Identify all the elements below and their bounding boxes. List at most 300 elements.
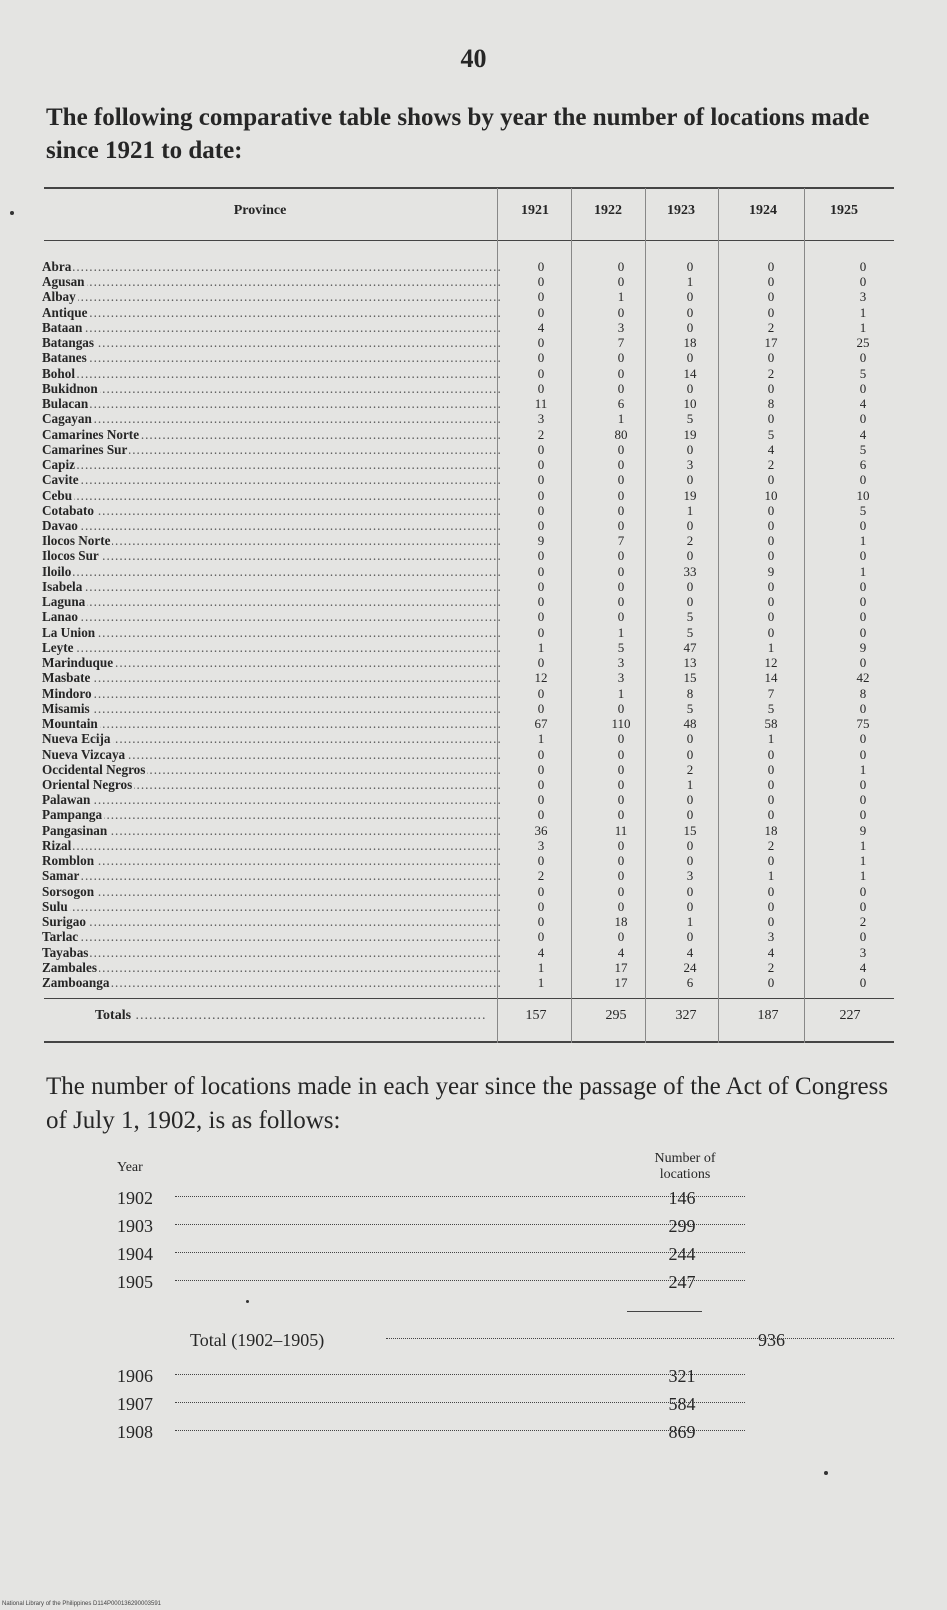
total-1924: 187 (757, 1008, 779, 1023)
table-cell: 0 (537, 487, 545, 503)
table-cell: 0 (686, 883, 694, 899)
table-cell: 1 (859, 304, 867, 320)
table-cell: 12 (764, 655, 778, 671)
intro-paragraph: The following comparative table shows by year the number of locations made since 1921 to date: (46, 104, 870, 164)
total-1923: 327 (675, 1008, 697, 1023)
province-name: Bohol (42, 365, 75, 381)
table-cell: 3 (767, 929, 775, 945)
header-1925: 1925 (830, 203, 858, 218)
province-row (42, 914, 500, 929)
table-cell: 2 (686, 533, 694, 549)
table-cell: 3 (537, 411, 545, 427)
table-cell: 5 (767, 426, 775, 442)
table-cell: 8 (767, 396, 775, 412)
table-cell: 0 (537, 655, 545, 671)
table-cell: 0 (537, 792, 545, 808)
table-cell: 10 (856, 487, 870, 503)
province-name: Cotabato (42, 502, 95, 518)
column-1924 (743, 259, 799, 990)
table-cell: 2 (537, 868, 545, 884)
table-cell: 0 (686, 837, 694, 853)
table-cell: 0 (537, 457, 545, 473)
province-name: Sulu (42, 898, 68, 914)
speck-mark (10, 211, 14, 215)
province-row (42, 548, 500, 563)
table-cell: 0 (859, 807, 867, 823)
year-label: 1902 (117, 1188, 153, 1208)
table-cell: 0 (537, 502, 545, 518)
table-cell: 0 (537, 700, 545, 716)
year-row (117, 1216, 717, 1244)
table-cell: 0 (617, 776, 625, 792)
table-cell: 3 (617, 319, 625, 335)
table-cell: 0 (537, 289, 545, 305)
province-row (42, 945, 500, 960)
column-1921 (513, 259, 569, 990)
province-row (42, 609, 500, 624)
table-cell: 10 (764, 487, 778, 503)
table-cell: 0 (767, 898, 775, 914)
table-cell: 0 (537, 548, 545, 564)
table-cell: 0 (537, 898, 545, 914)
table-cell: 8 (686, 685, 694, 701)
province-name: Samar (42, 868, 80, 884)
table-cell: 0 (767, 746, 775, 762)
province-row (42, 457, 500, 472)
table-cell: 0 (537, 259, 545, 274)
province-row (42, 350, 500, 365)
table-cell: 1 (859, 837, 867, 853)
table-cell: 25 (856, 335, 870, 351)
table-cell: 1 (617, 289, 625, 305)
year-label: 1903 (117, 1216, 153, 1236)
table-cell: 0 (537, 441, 545, 457)
table-cell: 1 (537, 959, 545, 975)
table-cell: 3 (537, 837, 545, 853)
table-cell: 0 (767, 853, 775, 869)
table-cell: 0 (537, 776, 545, 792)
table-cell: 0 (859, 380, 867, 396)
total-label: Total (1902–1905) (190, 1330, 325, 1350)
column-divider (804, 188, 805, 1043)
province-row (42, 807, 500, 822)
table-cell: 0 (859, 411, 867, 427)
province-name: Isabela (42, 578, 83, 594)
table-cell: 0 (537, 761, 545, 777)
province-name: Sorsogon (42, 883, 95, 899)
table-cell: 0 (859, 655, 867, 671)
province-name: Albay (42, 289, 76, 305)
table-cell: 0 (859, 594, 867, 610)
table-cell: 0 (617, 609, 625, 625)
location-count: 146 (668, 1188, 696, 1208)
speck-mark (246, 1300, 249, 1303)
province-name: Zambales (42, 959, 97, 975)
table-cell: 1 (859, 533, 867, 549)
table-cell: 2 (686, 761, 694, 777)
table-cell: 75 (856, 716, 870, 732)
table-cell: 0 (617, 487, 625, 503)
table-cell: 3 (859, 289, 867, 305)
table-cell: 80 (614, 426, 628, 442)
table-cell: 0 (686, 898, 694, 914)
table-cell: 0 (617, 517, 625, 533)
table-cell: 7 (617, 335, 625, 351)
table-cell: 1 (537, 975, 545, 991)
table-cell: 0 (617, 746, 625, 762)
province-name: Cebu (42, 487, 73, 503)
province-row (42, 381, 500, 396)
year-row (117, 1188, 717, 1216)
location-count: 299 (668, 1216, 696, 1236)
province-row (42, 747, 500, 762)
table-cell: 0 (617, 853, 625, 869)
table-cell: 0 (767, 624, 775, 640)
table-cell: 0 (537, 624, 545, 640)
header-bottom-rule (44, 240, 894, 241)
province-row (42, 488, 500, 503)
table-cell: 17 (614, 975, 628, 991)
table-cell: 0 (537, 929, 545, 945)
table-cell: 0 (859, 517, 867, 533)
table-cell: 0 (617, 868, 625, 884)
table-cell: 0 (767, 350, 775, 366)
table-cell: 0 (859, 746, 867, 762)
province-name: Leyte (42, 639, 74, 655)
table-cell: 4 (686, 944, 694, 960)
table-cell: 11 (614, 822, 628, 838)
province-name: Rizal (42, 837, 72, 853)
header-1923: 1923 (667, 203, 695, 218)
province-name: Ilocos Sur (42, 548, 99, 564)
table-cell: 15 (683, 670, 697, 686)
table-cell: 5 (859, 365, 867, 381)
second-paragraph: The number of locations made in each year since the passage of the Act of Congress of July 1, 1902, is as follows: (46, 1073, 889, 1134)
year-label: 1905 (117, 1272, 153, 1292)
table-bottom-rule (44, 1041, 894, 1043)
table-cell: 0 (767, 578, 775, 594)
table-cell: 0 (686, 380, 694, 396)
province-row (42, 884, 500, 899)
year-label: 1904 (117, 1244, 153, 1264)
province-name: Mountain (42, 716, 98, 732)
year-label: 1906 (117, 1366, 153, 1386)
table-cell: 5 (767, 700, 775, 716)
table-cell: 47 (683, 639, 697, 655)
province-name: Lanao (42, 609, 78, 625)
location-count: 244 (668, 1244, 696, 1264)
table-cell: 9 (859, 639, 867, 655)
table-cell: 14 (683, 365, 697, 381)
province-name: Mindoro (42, 685, 92, 701)
province-name: Romblon (42, 853, 95, 869)
province-row (42, 442, 500, 457)
province-row (42, 929, 500, 944)
total-dots (386, 1338, 894, 1339)
province-row (42, 411, 500, 426)
province-name: Pangasinan (42, 822, 108, 838)
total-value: 936 (758, 1330, 785, 1350)
year-label: 1907 (117, 1394, 153, 1414)
table-cell: 0 (686, 731, 694, 747)
province-row (42, 899, 500, 914)
province-row (42, 274, 500, 289)
table-cell: 13 (683, 655, 697, 671)
province-row (42, 701, 500, 716)
province-row (42, 259, 500, 274)
province-name: Bulacan (42, 396, 89, 412)
province-row (42, 396, 500, 411)
table-cell: 0 (686, 746, 694, 762)
table-cell: 2 (767, 365, 775, 381)
table-cell: 0 (537, 914, 545, 930)
table-cell: 1 (537, 639, 545, 655)
table-cell: 0 (859, 975, 867, 991)
province-name: Nueva Vizcaya (42, 746, 126, 762)
table-cell: 0 (767, 807, 775, 823)
year-row (117, 1272, 717, 1300)
table-cell: 0 (859, 350, 867, 366)
year-row (117, 1366, 717, 1394)
table-cell: 0 (537, 517, 545, 533)
table-cell: 4 (859, 426, 867, 442)
province-name: Cagayan (42, 411, 92, 427)
table-cell: 0 (767, 761, 775, 777)
table-cell: 1 (859, 853, 867, 869)
province-row (42, 655, 500, 670)
table-cell: 0 (617, 502, 625, 518)
table-cell: 24 (683, 959, 697, 975)
province-row (42, 320, 500, 335)
table-cell: 1 (537, 731, 545, 747)
province-row (42, 518, 500, 533)
table-cell: 5 (617, 639, 625, 655)
table-cell: 6 (686, 975, 694, 991)
footer-credit: National Library of the Philippines D114P000136290003591 (2, 1601, 162, 1607)
table-cell: 4 (537, 944, 545, 960)
table-cell: 0 (686, 289, 694, 305)
page-number: 40 (460, 44, 487, 73)
table-cell: 1 (859, 563, 867, 579)
year-row (117, 1244, 717, 1272)
table-cell: 0 (617, 929, 625, 945)
table-cell: 33 (683, 563, 697, 579)
province-row (42, 853, 500, 868)
table-cell: 0 (859, 898, 867, 914)
total-1921: 157 (525, 1008, 547, 1023)
table-cell: 0 (537, 883, 545, 899)
table-cell: 1 (617, 685, 625, 701)
province-name: Abra (42, 259, 72, 274)
province-name: Misamis (42, 700, 90, 716)
header-1924: 1924 (749, 203, 777, 218)
location-count: 869 (668, 1422, 696, 1442)
table-cell: 6 (859, 457, 867, 473)
table-cell: 0 (537, 685, 545, 701)
table-cell: 11 (534, 396, 548, 412)
table-cell: 0 (859, 472, 867, 488)
location-count: 321 (668, 1366, 696, 1386)
table-cell: 0 (686, 350, 694, 366)
table-cell: 0 (686, 929, 694, 945)
table-cell: 58 (764, 716, 778, 732)
table-cell: 0 (617, 700, 625, 716)
table-cell: 0 (859, 700, 867, 716)
table-cell: 5 (686, 624, 694, 640)
table-cell: 0 (537, 472, 545, 488)
column-1925 (835, 259, 891, 990)
table-cell: 0 (537, 304, 545, 320)
total-row (190, 1330, 820, 1358)
table-cell: 1 (617, 411, 625, 427)
table-cell: 3 (686, 457, 694, 473)
table-cell: 67 (534, 716, 548, 732)
table-cell: 7 (767, 685, 775, 701)
table-cell: 5 (859, 502, 867, 518)
table-cell: 9 (767, 563, 775, 579)
table-cell: 12 (534, 670, 548, 686)
province-row (42, 625, 500, 640)
table-cell: 36 (534, 822, 548, 838)
table-cell: 2 (767, 959, 775, 975)
table-cell: 19 (683, 426, 697, 442)
province-name: Surigao (42, 914, 86, 930)
table-cell: 0 (767, 594, 775, 610)
province-row (42, 366, 500, 381)
table-cell: 0 (617, 563, 625, 579)
table-cell: 0 (859, 259, 867, 274)
province-row (42, 777, 500, 792)
province-name: Masbate (42, 670, 91, 686)
table-cell: 0 (686, 441, 694, 457)
table-cell: 0 (859, 609, 867, 625)
table-cell: 0 (686, 792, 694, 808)
totals-label: Totals ..... (95, 1008, 495, 1024)
province-name: Bataan (42, 319, 83, 335)
province-name: Tayabas (42, 944, 89, 960)
year-row (117, 1394, 717, 1422)
table-cell: 6 (617, 396, 625, 412)
table-cell: 0 (859, 883, 867, 899)
year-label: 1908 (117, 1422, 153, 1442)
province-name: Oriental Negros (42, 776, 133, 792)
table-cell: 0 (617, 883, 625, 899)
table-cell: 4 (767, 441, 775, 457)
province-row (42, 960, 500, 975)
table-cell: 0 (617, 441, 625, 457)
table-cell: 3 (859, 944, 867, 960)
table-cell: 0 (537, 350, 545, 366)
province-name: Marinduque (42, 655, 114, 671)
province-row (42, 289, 500, 304)
table-cell: 0 (617, 792, 625, 808)
table-cell: 0 (767, 274, 775, 290)
table-cell: 1 (686, 274, 694, 290)
table-cell: 1 (686, 502, 694, 518)
header-1922: 1922 (594, 203, 622, 218)
column-divider (571, 188, 572, 1043)
province-name: Bukidnon (42, 380, 98, 396)
header-province: Province (233, 203, 287, 218)
table-cell: 0 (537, 335, 545, 351)
table-cell: 0 (859, 548, 867, 564)
table-cell: 0 (859, 578, 867, 594)
province-name: Batanes (42, 350, 87, 366)
table-cell: 4 (537, 319, 545, 335)
table-cell: 9 (859, 822, 867, 838)
totals-top-rule (44, 998, 894, 999)
table-cell: 0 (686, 578, 694, 594)
table-cell: 4 (859, 959, 867, 975)
province-row (42, 838, 500, 853)
province-row (42, 716, 500, 731)
table-cell: 0 (617, 548, 625, 564)
table-cell: 0 (686, 319, 694, 335)
table-cell: 0 (537, 578, 545, 594)
table-cell: 48 (683, 716, 697, 732)
table-cell: 15 (683, 822, 697, 838)
province-row (42, 305, 500, 320)
table-cell: 0 (537, 274, 545, 290)
table-cell: 0 (767, 289, 775, 305)
column-1923 (662, 259, 718, 990)
province-name: Cavite (42, 472, 79, 488)
table-cell: 0 (686, 594, 694, 610)
table-cell: 0 (686, 807, 694, 823)
province-name: Tarlac (42, 929, 79, 945)
table-cell: 19 (683, 487, 697, 503)
table-cell: 0 (767, 411, 775, 427)
header-1921: 1921 (521, 203, 549, 218)
province-name: Pampanga (42, 807, 103, 823)
province-name: Occidental Negros (42, 761, 146, 777)
province-row (42, 686, 500, 701)
table-cell: 0 (617, 365, 625, 381)
province-row (42, 579, 500, 594)
table-cell: 0 (859, 731, 867, 747)
province-row (42, 640, 500, 655)
table-cell: 5 (686, 411, 694, 427)
province-name: Laguna (42, 594, 86, 610)
table-cell: 0 (617, 578, 625, 594)
count-header: Number of locations (654, 1151, 716, 1182)
table-cell: 0 (767, 533, 775, 549)
province-list (42, 259, 500, 990)
table-cell: 1 (859, 761, 867, 777)
table-top-rule (44, 187, 894, 189)
table-cell: 110 (611, 716, 631, 732)
table-cell: 0 (686, 548, 694, 564)
province-name: Palawan (42, 792, 91, 808)
table-cell: 0 (617, 350, 625, 366)
table-cell: 2 (767, 837, 775, 853)
province-name: La Union (42, 624, 96, 640)
table-cell: 5 (686, 609, 694, 625)
table-cell: 1 (767, 868, 775, 884)
table-cell: 0 (617, 457, 625, 473)
table-cell: 0 (617, 807, 625, 823)
table-cell: 0 (767, 975, 775, 991)
province-name: Zamboanga (42, 975, 110, 991)
table-cell: 0 (767, 502, 775, 518)
table-cell: 18 (683, 335, 697, 351)
province-row (42, 731, 500, 746)
table-cell: 0 (767, 792, 775, 808)
table-cell: 0 (767, 776, 775, 792)
sum-rule (627, 1311, 702, 1312)
table-cell: 2 (537, 426, 545, 442)
province-name: Batangas (42, 335, 95, 351)
